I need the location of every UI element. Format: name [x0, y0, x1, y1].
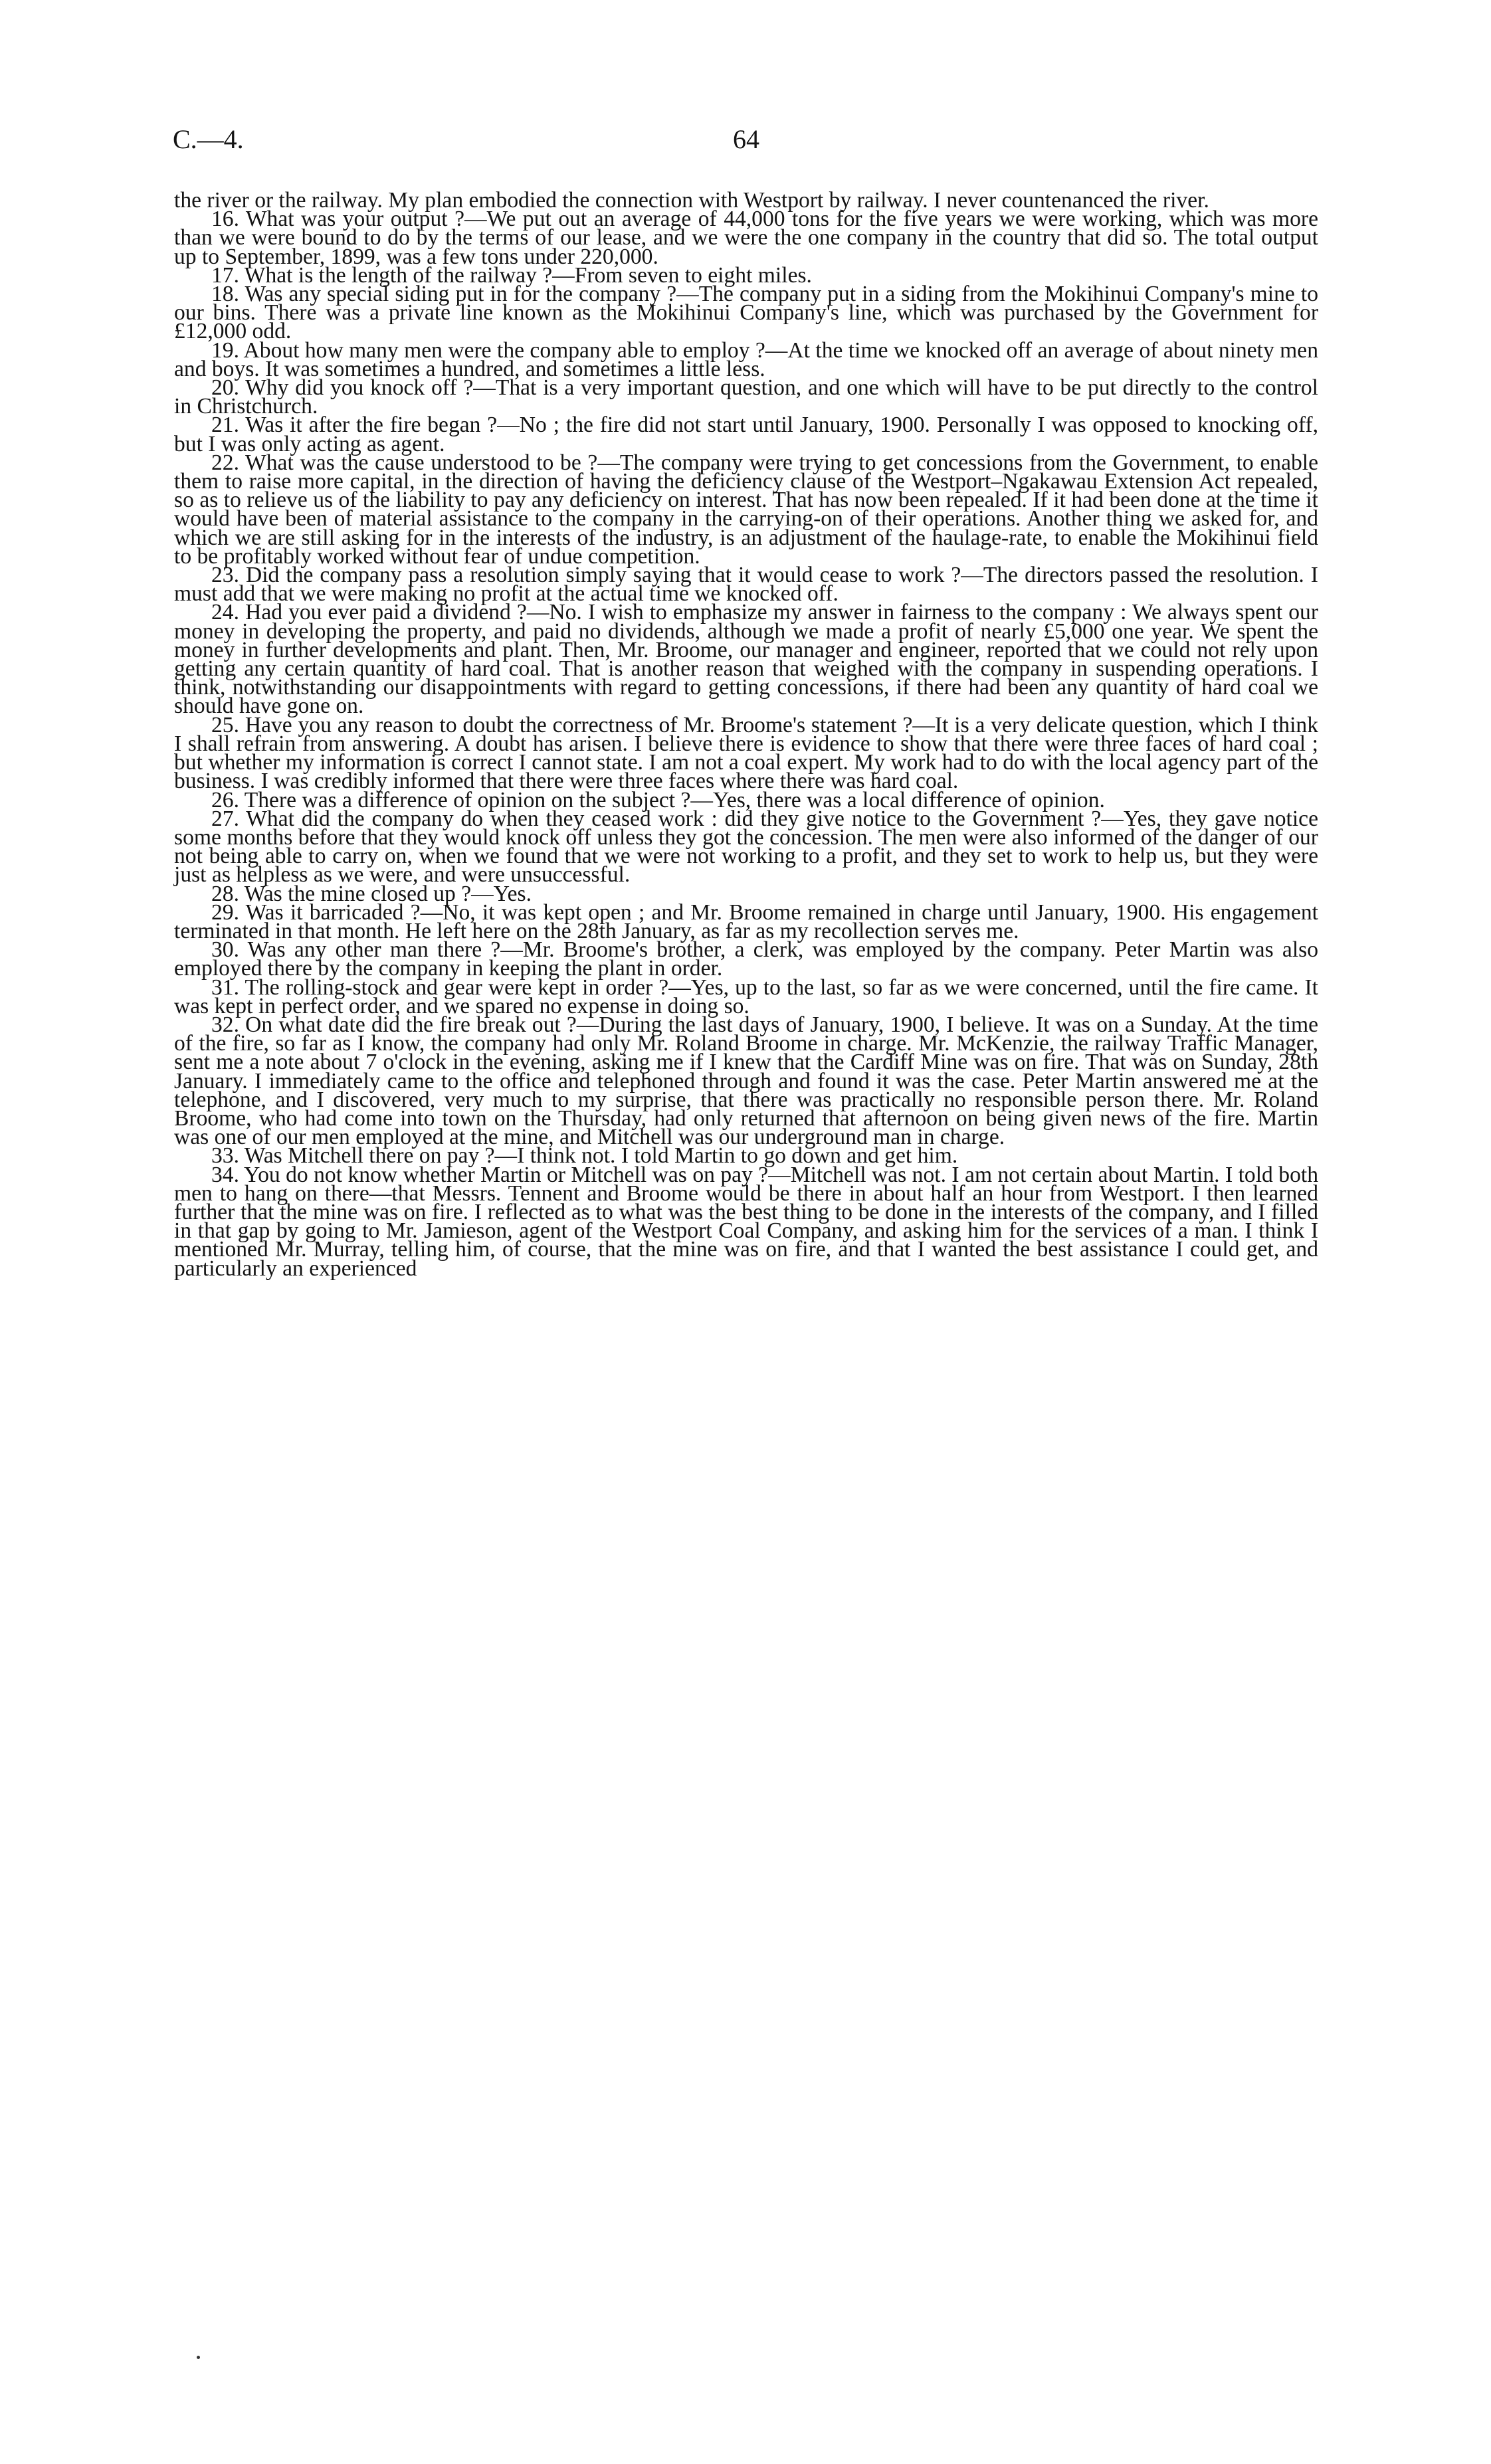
- paragraph-q22: 22. What was the cause understood to be ?—The company were trying to get concessions from the Government, to enable them to raise more capital, in the direction of having the deficiency clause of the Westport–Ngakawau Extension Act repealed, so as to relieve us of the liability to pay any deficiency on interest. That has now been repealed. If it had been done at the time it would have been of material assistance to the company in the carrying-on of their operations. Another thing we asked for, and which we are still asking for in the interests of the industry, is an adjustment of the haulage-rate, to enable the Mokihinui field to be profitably worked without fear of undue competition.: [174, 450, 1318, 569]
- paragraph-q25: 25. Have you any reason to doubt the correctness of Mr. Broome's statement ?—It is a very delicate question, which I think I shall refrain from answering. A doubt has arisen. I believe there is evidence to show that there were three faces of hard coal ; but whether my information is correct I cannot state. I am not a coal expert. My work had to do with the local agency part of the business. I was credibly informed that there were three faces where there was hard coal.: [174, 712, 1318, 794]
- paragraph-q27: 27. What did the company do when they ceased work : did they give notice to the Government ?—Yes, they gave notice some months before that they would knock off unless they got the concession. The men were also informed of the danger of our not being able to carry on, when we found that we were not working to a profit, and they set to work to help us, but they were just as helpless as we were, and were unsuccessful.: [174, 806, 1318, 888]
- page-header: [174, 124, 1318, 163]
- paragraph-q30: 30. Was any other man there ?—Mr. Broome's brother, a clerk, was employed by the company. Peter Martin was also employed there by the company in keeping the plant in order.: [174, 937, 1318, 981]
- paragraph-q19: 19. About how many men were the company able to employ ?—At the time we knocked off an average of about ninety men and boys. It was sometimes a hundred, and sometimes a little less.: [174, 337, 1318, 381]
- document-page: [174, 0, 1318, 2464]
- paragraph-continuation: the river or the railway. My plan embodied the connection with Westport by railway. I never countenanced the river.: [174, 188, 1209, 213]
- paragraph-q16: 16. What was your output ?—We put out an average of 44,000 tons for the five years we were working, which was more than we were bound to do by the terms of our lease, and we were the one company in the country that did so. The total output up to September, 1899, was a few tons under 220,000.: [174, 207, 1318, 269]
- paragraph-q26: 26. There was a difference of opinion on the subject ?—Yes, there was a local difference of opinion.: [211, 787, 1105, 812]
- paragraph-q29: 29. Was it barricaded ?—No, it was kept open ; and Mr. Broome remained in charge until January, 1900. His engagement terminated in that month. He left here on the 28th January, as far as my recollection serves me.: [174, 900, 1318, 943]
- page-body: [174, 188, 1318, 1281]
- paragraph-q31: 31. The rolling-stock and gear were kept in order ?—Yes, up to the last, so far as we were concerned, until the fire came. It was kept in perfect order, and we spared no expense in doing so.: [174, 975, 1318, 1018]
- paragraph-q17: 17. What is the length of the railway ?—From seven to eight miles.: [211, 262, 812, 288]
- page-number: 64: [733, 124, 759, 154]
- paragraph-q33: 33. Was Mitchell there on pay ?—I think not. I told Martin to go down and get him.: [211, 1143, 958, 1169]
- paragraph-q32: 32. On what date did the fire break out ?—During the last days of January, 1900, I believe. It was on a Sunday. At the time of the fire, so far as I know, the company had only Mr. Roland Broome in charge. Mr. McKenzie, the railway Traffic Manager, sent me a note about 7 o'clock in the evening, asking me if I knew that the Cardiff Mine was on fire. That was on Sunday, 28th January. I immediately came to the office and telephoned through and found it was the case. Peter Martin answered me at the telephone, and I discovered, very much to my surprise, that there was practically no responsible person there. Mr. Roland Broome, who had come into town on the Thursday, had only returned that afternoon on being given news of the fire. Martin was one of our men employed at the mine, and Mitchell was our underground man in charge.: [174, 1012, 1318, 1150]
- paragraph-q34: 34. You do not know whether Martin or Mitchell was on pay ?—Mitchell was not. I am not certain about Martin. I told both men to hang on there—that Messrs. Tennent and Broome would be there in about half an hour from Westport. I then learned further that the mine was on fire. I reflected as to what was the best thing to be done in the interests of the company, and I filled in that gap by going to Mr. Jamieson, agent of the Westport Coal Company, and asking him for the services of a man. I think I mentioned Mr. Murray, telling him, of course, that the mine was on fire, and that I wanted the best assistance I could get, and particularly an experienced: [174, 1162, 1318, 1281]
- scan-speck: [197, 2356, 200, 2359]
- paragraph-q20: 20. Why did you knock off ?—That is a very important question, and one which will have to be put directly to the control in Christchurch.: [174, 375, 1318, 419]
- document-reference: C.—4.: [173, 124, 244, 154]
- paragraph-q18: 18. Was any special siding put in for the company ?—The company put in a siding from the Mokihinui Company's mine to our bins. There was a private line known as the Mokihinui Company's line, which was purchased by the Government for £12,000 odd.: [174, 282, 1318, 344]
- paragraph-q28: 28. Was the mine closed up ?—Yes.: [211, 881, 532, 906]
- paragraph-q21: 21. Was it after the fire began ?—No ; the fire did not start until January, 1900. Personally I was opposed to knocking off, but I was only acting as agent.: [174, 413, 1318, 456]
- paragraph-q24: 24. Had you ever paid a dividend ?—No. I wish to emphasize my answer in fairness to the company : We always spent our money in developing the property, and paid no dividends, although we made a profit of nearly £5,000 one year. We spent the money in further developments and plant. Then, Mr. Broome, our manager and engineer, reported that we could not rely upon getting any certain quantity of hard coal. That is another reason that weighed with the company in suspending operations. I think, notwithstanding our disappointments with regard to getting concessions, if there had been any quantity of hard coal we should have gone on.: [174, 600, 1318, 719]
- paragraph-q23: 23. Did the company pass a resolution simply saying that it would cease to work ?—The directors passed the resolution. I must add that we were making no profit at the actual time we knocked off.: [174, 563, 1318, 607]
